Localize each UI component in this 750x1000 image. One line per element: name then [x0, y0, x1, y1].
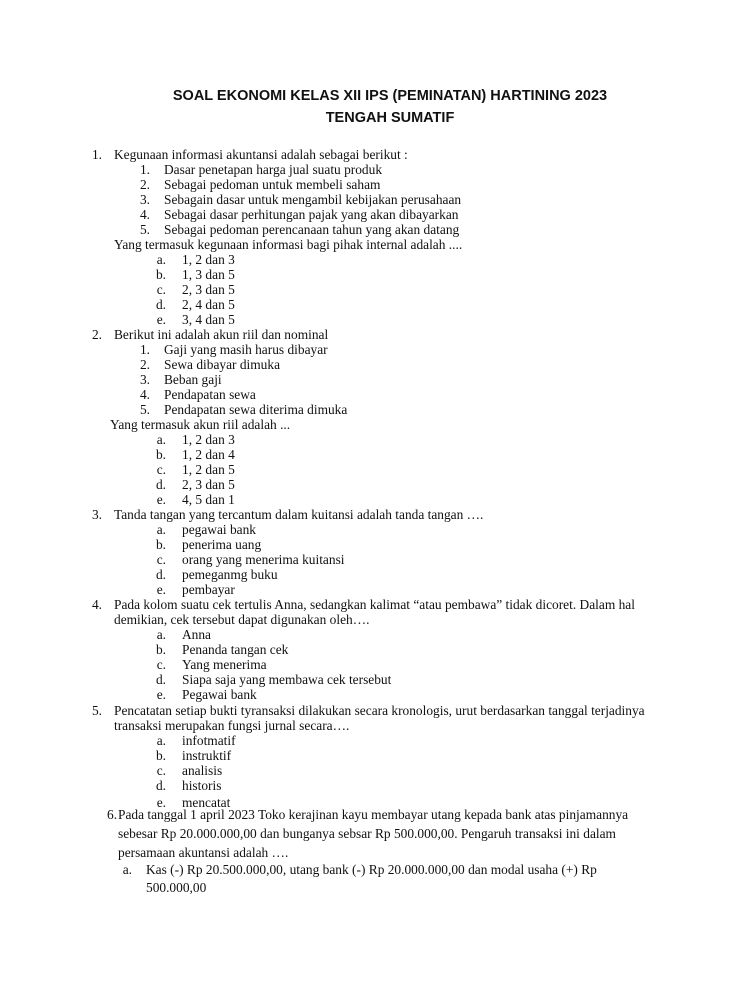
- question-number: 3.: [91, 507, 102, 522]
- option-text: mencatat: [182, 795, 231, 810]
- question-text: Pencatatan setiap bukti tyransaksi dilakukan secara kronologis, urut berdasarkan tanggal terjadinya: [114, 703, 645, 718]
- option-letter: a.: [122, 862, 132, 877]
- statement-text: Sebagai pedoman perencanaan tahun yang akan datang: [164, 222, 460, 237]
- statement-text: Gaji yang masih harus dibayar: [164, 342, 328, 357]
- question-prompt: Yang termasuk akun riil adalah ...: [110, 417, 291, 432]
- statement-text: Sewa dibayar dimuka: [164, 357, 281, 372]
- statement-text: Sebagai dasar perhitungan pajak yang akan dibayarkan: [164, 207, 459, 222]
- option-text: 4, 5 dan 1: [182, 492, 235, 507]
- question-number: 4.: [91, 597, 102, 612]
- question-text: persamaan akuntansi adalah ….: [118, 845, 289, 860]
- option-text: 1, 2 dan 5: [182, 462, 235, 477]
- question-number: 6.: [107, 807, 118, 822]
- option-text: Anna: [182, 627, 212, 642]
- question-text: Tanda tangan yang tercantum dalam kuitansi adalah tanda tangan ….: [114, 507, 484, 522]
- question-text: Pada tanggal 1 april 2023 Toko kerajinan kayu membayar utang kepada bank atas pinjamannya: [118, 807, 629, 822]
- option-text: 500.000,00: [146, 880, 207, 895]
- option-text: pegawai bank: [182, 522, 256, 537]
- option-text: penerima uang: [182, 537, 262, 552]
- option-letter: e.: [156, 687, 166, 702]
- option-letter: b.: [155, 748, 166, 763]
- statement-number: 1.: [139, 162, 150, 177]
- option-text: 1, 3 dan 5: [182, 267, 235, 282]
- option-letter: d.: [155, 778, 166, 793]
- option-text: analisis: [182, 763, 223, 778]
- statement-number: 2.: [139, 177, 150, 192]
- option-letter: a.: [156, 432, 166, 447]
- option-letter: c.: [156, 657, 166, 672]
- option-letter: c.: [156, 552, 166, 567]
- statement-text: Pendapatan sewa diterima dimuka: [164, 402, 348, 417]
- option-letter: a.: [156, 627, 166, 642]
- option-text: 3, 4 dan 5: [182, 312, 235, 327]
- option-text: 2, 3 dan 5: [182, 477, 235, 492]
- option-text: 1, 2 dan 3: [182, 252, 235, 267]
- document-title: SOAL EKONOMI KELAS XII IPS (PEMINATAN) HARTINING 2023: [172, 88, 608, 104]
- option-letter: e.: [156, 312, 166, 327]
- statement-number: 3.: [139, 192, 150, 207]
- option-letter: c.: [156, 282, 166, 297]
- option-letter: a.: [156, 522, 166, 537]
- question-number: 1.: [91, 147, 102, 162]
- option-text: historis: [182, 778, 222, 793]
- option-letter: d.: [155, 297, 166, 312]
- option-text: orang yang menerima kuitansi: [182, 552, 345, 567]
- statement-number: 5.: [139, 222, 150, 237]
- statement-number: 5.: [139, 402, 150, 417]
- option-letter: a.: [156, 252, 166, 267]
- statement-number: 4.: [139, 387, 150, 402]
- option-letter: b.: [155, 642, 166, 657]
- statement-text: Sebagain dasar untuk mengambil kebijakan perusahaan: [164, 192, 462, 207]
- option-text: 2, 3 dan 5: [182, 282, 235, 297]
- option-text: 2, 4 dan 5: [182, 297, 235, 312]
- document-subtitle: TENGAH SUMATIF: [325, 110, 455, 126]
- option-text: Yang menerima: [182, 657, 267, 672]
- question-prompt: Yang termasuk kegunaan informasi bagi pihak internal adalah ....: [114, 237, 463, 252]
- question-text: demikian, cek tersebut dapat digunakan oleh….: [114, 612, 370, 627]
- option-letter: c.: [156, 763, 166, 778]
- option-text: Penanda tangan cek: [182, 642, 289, 657]
- option-letter: b.: [155, 267, 166, 282]
- option-letter: d.: [155, 477, 166, 492]
- statement-text: Beban gaji: [164, 372, 222, 387]
- option-letter: e.: [156, 795, 166, 810]
- statement-number: 1.: [139, 342, 150, 357]
- statement-text: Pendapatan sewa: [164, 387, 256, 402]
- option-letter: c.: [156, 462, 166, 477]
- question-number: 5.: [91, 703, 102, 718]
- question-text: Pada kolom suatu cek tertulis Anna, sedangkan kalimat “atau pembawa” tidak dicoret. Dalam hal: [114, 597, 635, 612]
- option-letter: b.: [155, 447, 166, 462]
- question-text: transaksi merupakan fungsi jurnal secara….: [114, 718, 350, 733]
- option-letter: e.: [156, 492, 166, 507]
- question-text: Berikut ini adalah akun riil dan nominal: [114, 327, 329, 342]
- option-letter: a.: [156, 733, 166, 748]
- option-text: Siapa saja yang membawa cek tersebut: [182, 672, 392, 687]
- option-text: 1, 2 dan 3: [182, 432, 235, 447]
- option-letter: d.: [155, 567, 166, 582]
- option-letter: e.: [156, 582, 166, 597]
- question-text: Kegunaan informasi akuntansi adalah sebagai berikut :: [114, 147, 408, 162]
- statement-number: 4.: [139, 207, 150, 222]
- statement-text: Dasar penetapan harga jual suatu produk: [164, 162, 383, 177]
- statement-number: 3.: [139, 372, 150, 387]
- option-letter: b.: [155, 537, 166, 552]
- option-text: instruktif: [182, 748, 232, 763]
- question-text: sebesar Rp 20.000.000,00 dan bunganya sebsar Rp 500.000,00. Pengaruh transaksi ini dalam: [118, 826, 616, 841]
- option-text: infotmatif: [182, 733, 236, 748]
- statement-number: 2.: [139, 357, 150, 372]
- option-letter: d.: [155, 672, 166, 687]
- statement-text: Sebagai pedoman untuk membeli saham: [164, 177, 381, 192]
- option-text: 1, 2 dan 4: [182, 447, 235, 462]
- option-text: Kas (-) Rp 20.500.000,00, utang bank (-) Rp 20.000.000,00 dan modal usaha (+) Rp: [146, 862, 597, 877]
- question-number: 2.: [91, 327, 102, 342]
- option-text: pembayar: [182, 582, 235, 597]
- option-text: pemeganmg buku: [182, 567, 278, 582]
- option-text: Pegawai bank: [182, 687, 257, 702]
